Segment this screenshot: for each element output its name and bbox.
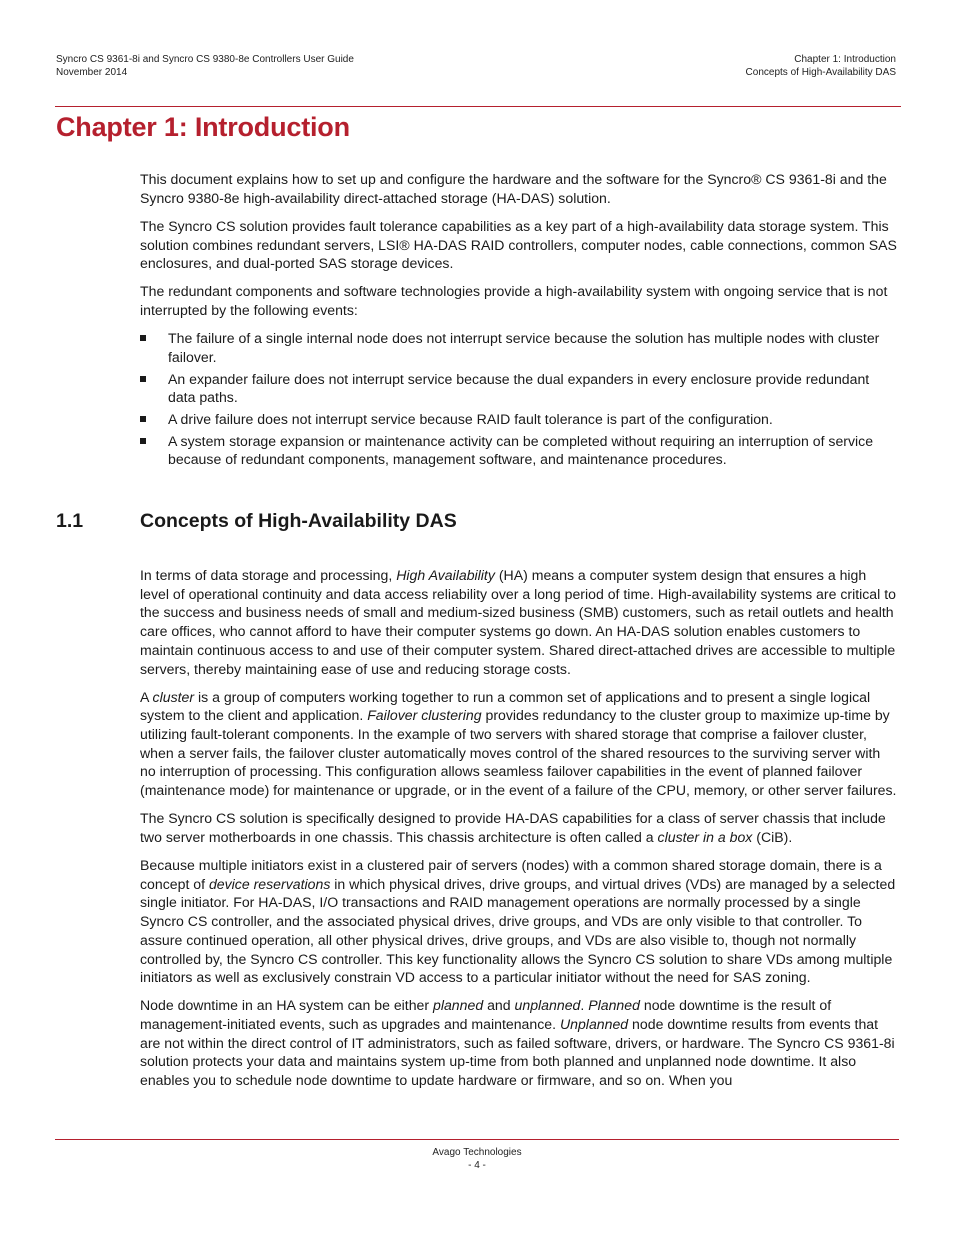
document-title: Syncro CS 9361-8i and Syncro CS 9380-8e Controllers User Guide: [56, 54, 354, 65]
header-divider: [55, 106, 901, 107]
page-header-right: [746, 53, 896, 79]
list-item: A system storage expansion or maintenance activity can be completed without requiring an interruption of service because of redundant components, management software, and maintenance procedures.: [140, 432, 897, 469]
section-title: Concepts of High-Availability DAS: [140, 510, 457, 532]
bullet-square-icon: [140, 438, 146, 444]
section-paragraph-3: The Syncro CS solution is specifically designed to provide HA-DAS capabilities for a class of server chassis that include two server motherboards in one chassis. This chassis architecture is often called a cluster in a box (CiB).: [140, 810, 886, 845]
bullet-square-icon: [140, 335, 146, 341]
list-item: An expander failure does not interrupt service because the dual expanders in every enclosure provide redundant data paths.: [140, 370, 897, 407]
section-paragraph-1: In terms of data storage and processing, High Availability (HA) means a computer system design that ensures a high level of operational continuity and data access reliability over a long period of time. High-availability systems are critical to the success and business needs of small and medium-sized business (SMB) customers, such as retail outlets and health care offices, who cannot afford to have their computer systems go down. An HA-DAS solution enables customers to maintain continuous access to and use of their computer system. Shared direct-attached drives are accessible to multiple servers, thereby maintaining ease of use and reducing storage costs.: [140, 567, 896, 677]
footer-company: Avago Technologies: [432, 1147, 522, 1158]
bullet-square-icon: [140, 416, 146, 422]
list-item: A drive failure does not interrupt service because RAID fault tolerance is part of the configuration.: [140, 410, 897, 429]
events-list: [140, 329, 897, 469]
document-date: November 2014: [56, 67, 128, 78]
running-section: Concepts of High-Availability DAS: [745, 67, 896, 78]
intro-body: [140, 170, 897, 478]
intro-paragraph-2: The Syncro CS solution provides fault tolerance capabilities as a key part of a high-availability data storage system. This solution combines redundant servers, LSI® HA-DAS RAID controllers, computer nodes, cable connections, common SAS enclosures, and dual-ported SAS storage devices.: [140, 217, 897, 272]
running-chapter: Chapter 1: Introduction: [794, 54, 896, 65]
section-paragraph-5: Node downtime in an HA system can be either planned and unplanned. Planned node downtime is the result of management-initiated events, such as upgrades and maintenance. Unplanned node downtime results from events that are not within the direct control of IT administrators, such as failed software, drivers, or hardware. The Syncro CS 9361-8i solution protects your data and maintains system up-time from both planned and unplanned node downtime. It also enables you to schedule node downtime to update hardware or firmware, and so on. When you: [140, 997, 895, 1089]
footer-divider: [55, 1139, 899, 1140]
page-header-left: [56, 53, 354, 79]
intro-paragraph-3: The redundant components and software technologies provide a high-availability system with ongoing service that is not interrupted by the following events:: [140, 283, 888, 318]
list-item: The failure of a single internal node does not interrupt service because the solution has multiple nodes with cluster failover.: [140, 329, 897, 366]
bullet-square-icon: [140, 376, 146, 382]
section-number: 1.1: [56, 510, 84, 532]
page-number: - 4 -: [468, 1160, 486, 1171]
section-heading: [56, 510, 457, 533]
section-body: [140, 566, 897, 1099]
page-footer: [0, 1146, 954, 1172]
section-paragraph-2: A cluster is a group of computers working together to run a common set of applications and to present a single logical system to the client and application. Failover clustering provides redundancy to the cluster group to maximize up-time by utilizing fault-tolerant components. In the example of two servers with shared storage that comprise a failover cluster, when a server fails, the failover cluster automatically moves control of the shared resources to the surviving server with no interruption of processing. This configuration allows seamless failover capabilities in the event of planned failover (maintenance mode) for maintenance or upgrade, or in the event of a failure of the CPU, memory, or other server failures.: [140, 688, 897, 799]
intro-paragraph-1: This document explains how to set up and configure the hardware and the software for the Syncro® CS 9361-8i and the Syncro 9380-8e high-availability direct-attached storage (HA-DAS) solution.: [140, 171, 887, 206]
section-paragraph-4: Because multiple initiators exist in a clustered pair of servers (nodes) with a common shared storage domain, there is a concept of device reservations in which physical drives, drive groups, and virtual drives (VDs) are managed by a selected single initiator. For HA-DAS, I/O transactions and RAID management operations are normally processed by a single Syncro CS controller, and the associated physical drives, drive groups, and VDs are only visible to that controller. To assure continued operation, all other physical drives, drive groups, and VDs are also visible to, though not normally controlled by, the Syncro CS controller. This key functionality allows the Syncro CS solution to share VDs among multiple initiators as well as exclusively constrain VD access to a particular initiator without the need for SAS zoning.: [140, 857, 896, 986]
chapter-title: Chapter 1: Introduction: [56, 112, 350, 142]
